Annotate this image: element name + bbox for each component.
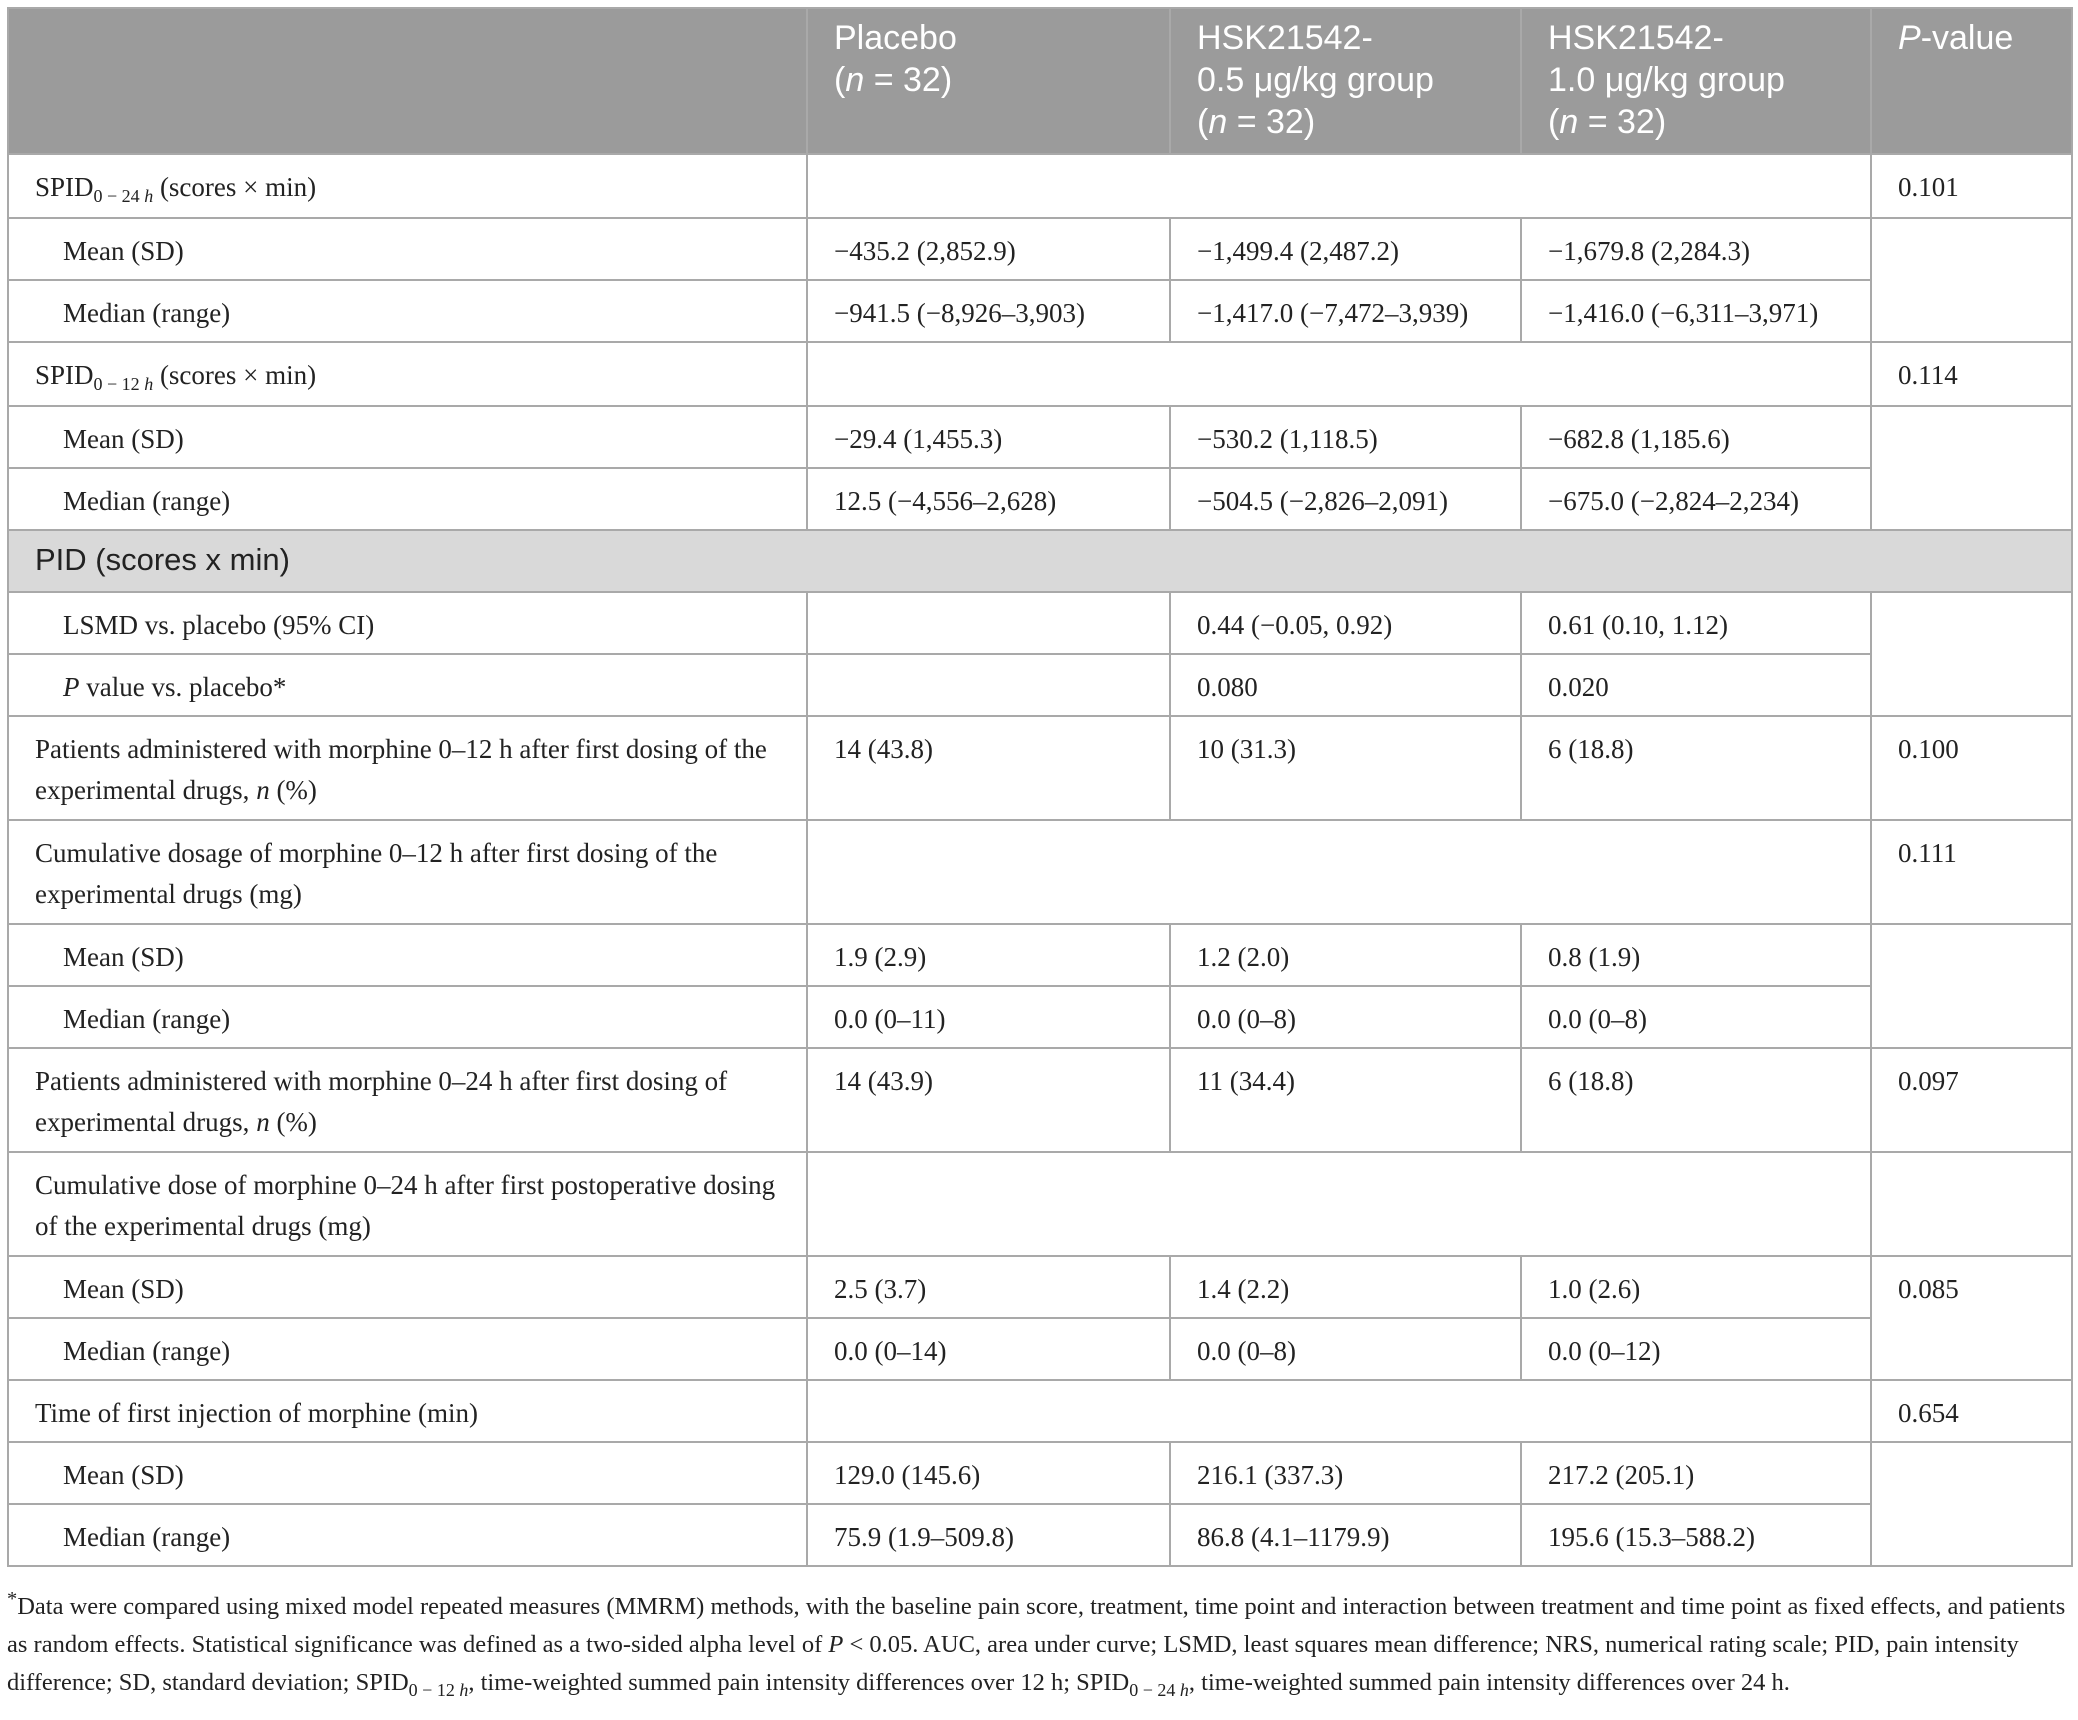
row-label: Mean (SD): [8, 406, 807, 468]
value-cell: −504.5 (−2,826–2,091): [1170, 468, 1521, 530]
row-label: Median (range): [8, 986, 807, 1048]
value-cell: 0.0 (0–8): [1521, 986, 1871, 1048]
table-row: [8, 1442, 2072, 1504]
row-label: Patients administered with morphine 0–12 h after first dosing of the experimental drugs, n (%): [8, 716, 807, 820]
p-value-cell: 0.085: [1871, 1256, 2072, 1380]
section-title: PID (scores x min): [8, 530, 2072, 592]
header-placebo: Placebo (n = 32): [807, 8, 1170, 154]
row-label: Median (range): [8, 1318, 807, 1380]
value-cell: −1,679.8 (2,284.3): [1521, 218, 1871, 280]
value-cell: −1,416.0 (−6,311–3,971): [1521, 280, 1871, 342]
table-row: [8, 406, 2072, 468]
table-row: [8, 986, 2072, 1048]
empty-cell: [807, 1380, 1871, 1442]
row-label: Mean (SD): [8, 924, 807, 986]
table-row: [8, 1152, 2072, 1256]
table-row: [8, 654, 2072, 716]
value-cell: 14 (43.8): [807, 716, 1170, 820]
value-cell: 0.0 (0–8): [1170, 1318, 1521, 1380]
table-row: [8, 592, 2072, 654]
value-cell: 14 (43.9): [807, 1048, 1170, 1152]
empty-cell: [807, 820, 1871, 924]
row-label: Mean (SD): [8, 1442, 807, 1504]
value-cell: −1,499.4 (2,487.2): [1170, 218, 1521, 280]
value-cell: 0.0 (0–14): [807, 1318, 1170, 1380]
value-cell: 0.020: [1521, 654, 1871, 716]
row-label: Median (range): [8, 280, 807, 342]
value-cell: 217.2 (205.1): [1521, 1442, 1871, 1504]
p-value-cell: 0.114: [1871, 342, 2072, 406]
table-row: [8, 280, 2072, 342]
row-label: Median (range): [8, 468, 807, 530]
empty-cell: [1871, 924, 2072, 1048]
empty-cell: [1871, 592, 2072, 716]
value-cell: 0.0 (0–8): [1170, 986, 1521, 1048]
value-cell: 2.5 (3.7): [807, 1256, 1170, 1318]
row-label: Patients administered with morphine 0–24 h after first dosing of experimental drugs, n (%): [8, 1048, 807, 1152]
value-cell: 129.0 (145.6): [807, 1442, 1170, 1504]
results-table-container: [7, 7, 2071, 1567]
value-cell: 0.61 (0.10, 1.12): [1521, 592, 1871, 654]
row-label-spid12: $SPID_{0 - 12 h}$ (scores × min): [8, 342, 807, 406]
empty-cell: [1871, 218, 2072, 342]
value-cell: 1.4 (2.2): [1170, 1256, 1521, 1318]
table-row: [8, 154, 2072, 218]
row-label: Cumulative dose of morphine 0–24 h after first postoperative dosing of the experimental drugs (mg): [8, 1152, 807, 1256]
row-label-spid24: $SPID_{0 - 24 h}$ (scores × min): [8, 154, 807, 218]
value-cell: 10 (31.3): [1170, 716, 1521, 820]
row-label: Cumulative dosage of morphine 0–12 h after first dosing of the experimental drugs (mg): [8, 820, 807, 924]
section-row-pid: [8, 530, 2072, 592]
p-value-cell: 0.097: [1871, 1048, 2072, 1152]
value-cell: 0.080: [1170, 654, 1521, 716]
table-row: [8, 716, 2072, 820]
empty-cell: [807, 654, 1170, 716]
empty-cell: [807, 592, 1170, 654]
value-cell: −29.4 (1,455.3): [807, 406, 1170, 468]
value-cell: 1.9 (2.9): [807, 924, 1170, 986]
header-blank: [8, 8, 807, 154]
value-cell: 1.0 (2.6): [1521, 1256, 1871, 1318]
value-cell: 6 (18.8): [1521, 716, 1871, 820]
row-label: Mean (SD): [8, 1256, 807, 1318]
empty-cell: [807, 154, 1871, 218]
header-group-0-5: HSK21542- 0.5 μg/kg group (n = 32): [1170, 8, 1521, 154]
value-cell: 0.8 (1.9): [1521, 924, 1871, 986]
table-row: [8, 1380, 2072, 1442]
table-row: [8, 218, 2072, 280]
empty-cell: [807, 1152, 1871, 1256]
value-cell: 11 (34.4): [1170, 1048, 1521, 1152]
table-header: [8, 8, 2072, 154]
row-label: P value vs. placebo*: [8, 654, 807, 716]
table-row: [8, 820, 2072, 924]
results-table: [7, 7, 2073, 1567]
p-value-cell: 0.100: [1871, 716, 2072, 820]
value-cell: 0.0 (0–12): [1521, 1318, 1871, 1380]
value-cell: 86.8 (4.1–1179.9): [1170, 1504, 1521, 1566]
p-value-cell: 0.654: [1871, 1380, 2072, 1442]
empty-cell: [807, 342, 1871, 406]
value-cell: 216.1 (337.3): [1170, 1442, 1521, 1504]
value-cell: 6 (18.8): [1521, 1048, 1871, 1152]
row-label: Mean (SD): [8, 218, 807, 280]
value-cell: −941.5 (−8,926–3,903): [807, 280, 1170, 342]
value-cell: −675.0 (−2,824–2,234): [1521, 468, 1871, 530]
row-label: Median (range): [8, 1504, 807, 1566]
value-cell: 1.2 (2.0): [1170, 924, 1521, 986]
header-group-1-0: HSK21542- 1.0 μg/kg group (n = 32): [1521, 8, 1871, 154]
table-row: [8, 1318, 2072, 1380]
value-cell: −682.8 (1,185.6): [1521, 406, 1871, 468]
table-row: [8, 1048, 2072, 1152]
table-row: [8, 342, 2072, 406]
row-label: Time of first injection of morphine (min): [8, 1380, 807, 1442]
empty-cell: [1871, 1442, 2072, 1566]
table-row: [8, 1256, 2072, 1318]
value-cell: 12.5 (−4,556–2,628): [807, 468, 1170, 530]
header-p-value: P-value: [1871, 8, 2072, 154]
value-cell: 195.6 (15.3–588.2): [1521, 1504, 1871, 1566]
table-footnote: *Data were compared using mixed model repeated measures (MMRM) methods, with the baseline pain score, treatment, time point and interaction between treatment and time point as fixed effects, and patients as random effects. Statistical significance was defined as a two-sided alpha level of P < 0.05. AUC, area under curve; LSMD, least squares mean difference; NRS, numerical rating scale; PID, pain intensity difference; SD, standard deviation; $SPID_{0 - 12 h}$, time-weighted summed pain intensity differences over 12 h; $SPID_{0 - 24 h}$, time-weighted summed pain intensity differences over 24 h.: [7, 1588, 2066, 1701]
empty-cell: [1871, 1152, 2072, 1256]
value-cell: 0.0 (0–11): [807, 986, 1170, 1048]
table-row: [8, 924, 2072, 986]
value-cell: 75.9 (1.9–509.8): [807, 1504, 1170, 1566]
empty-cell: [1871, 406, 2072, 530]
table-row: [8, 468, 2072, 530]
table-row: [8, 1504, 2072, 1566]
p-value-cell: 0.101: [1871, 154, 2072, 218]
p-value-cell: 0.111: [1871, 820, 2072, 924]
value-cell: −530.2 (1,118.5): [1170, 406, 1521, 468]
row-label: LSMD vs. placebo (95% CI): [8, 592, 807, 654]
value-cell: −435.2 (2,852.9): [807, 218, 1170, 280]
value-cell: −1,417.0 (−7,472–3,939): [1170, 280, 1521, 342]
value-cell: 0.44 (−0.05, 0.92): [1170, 592, 1521, 654]
